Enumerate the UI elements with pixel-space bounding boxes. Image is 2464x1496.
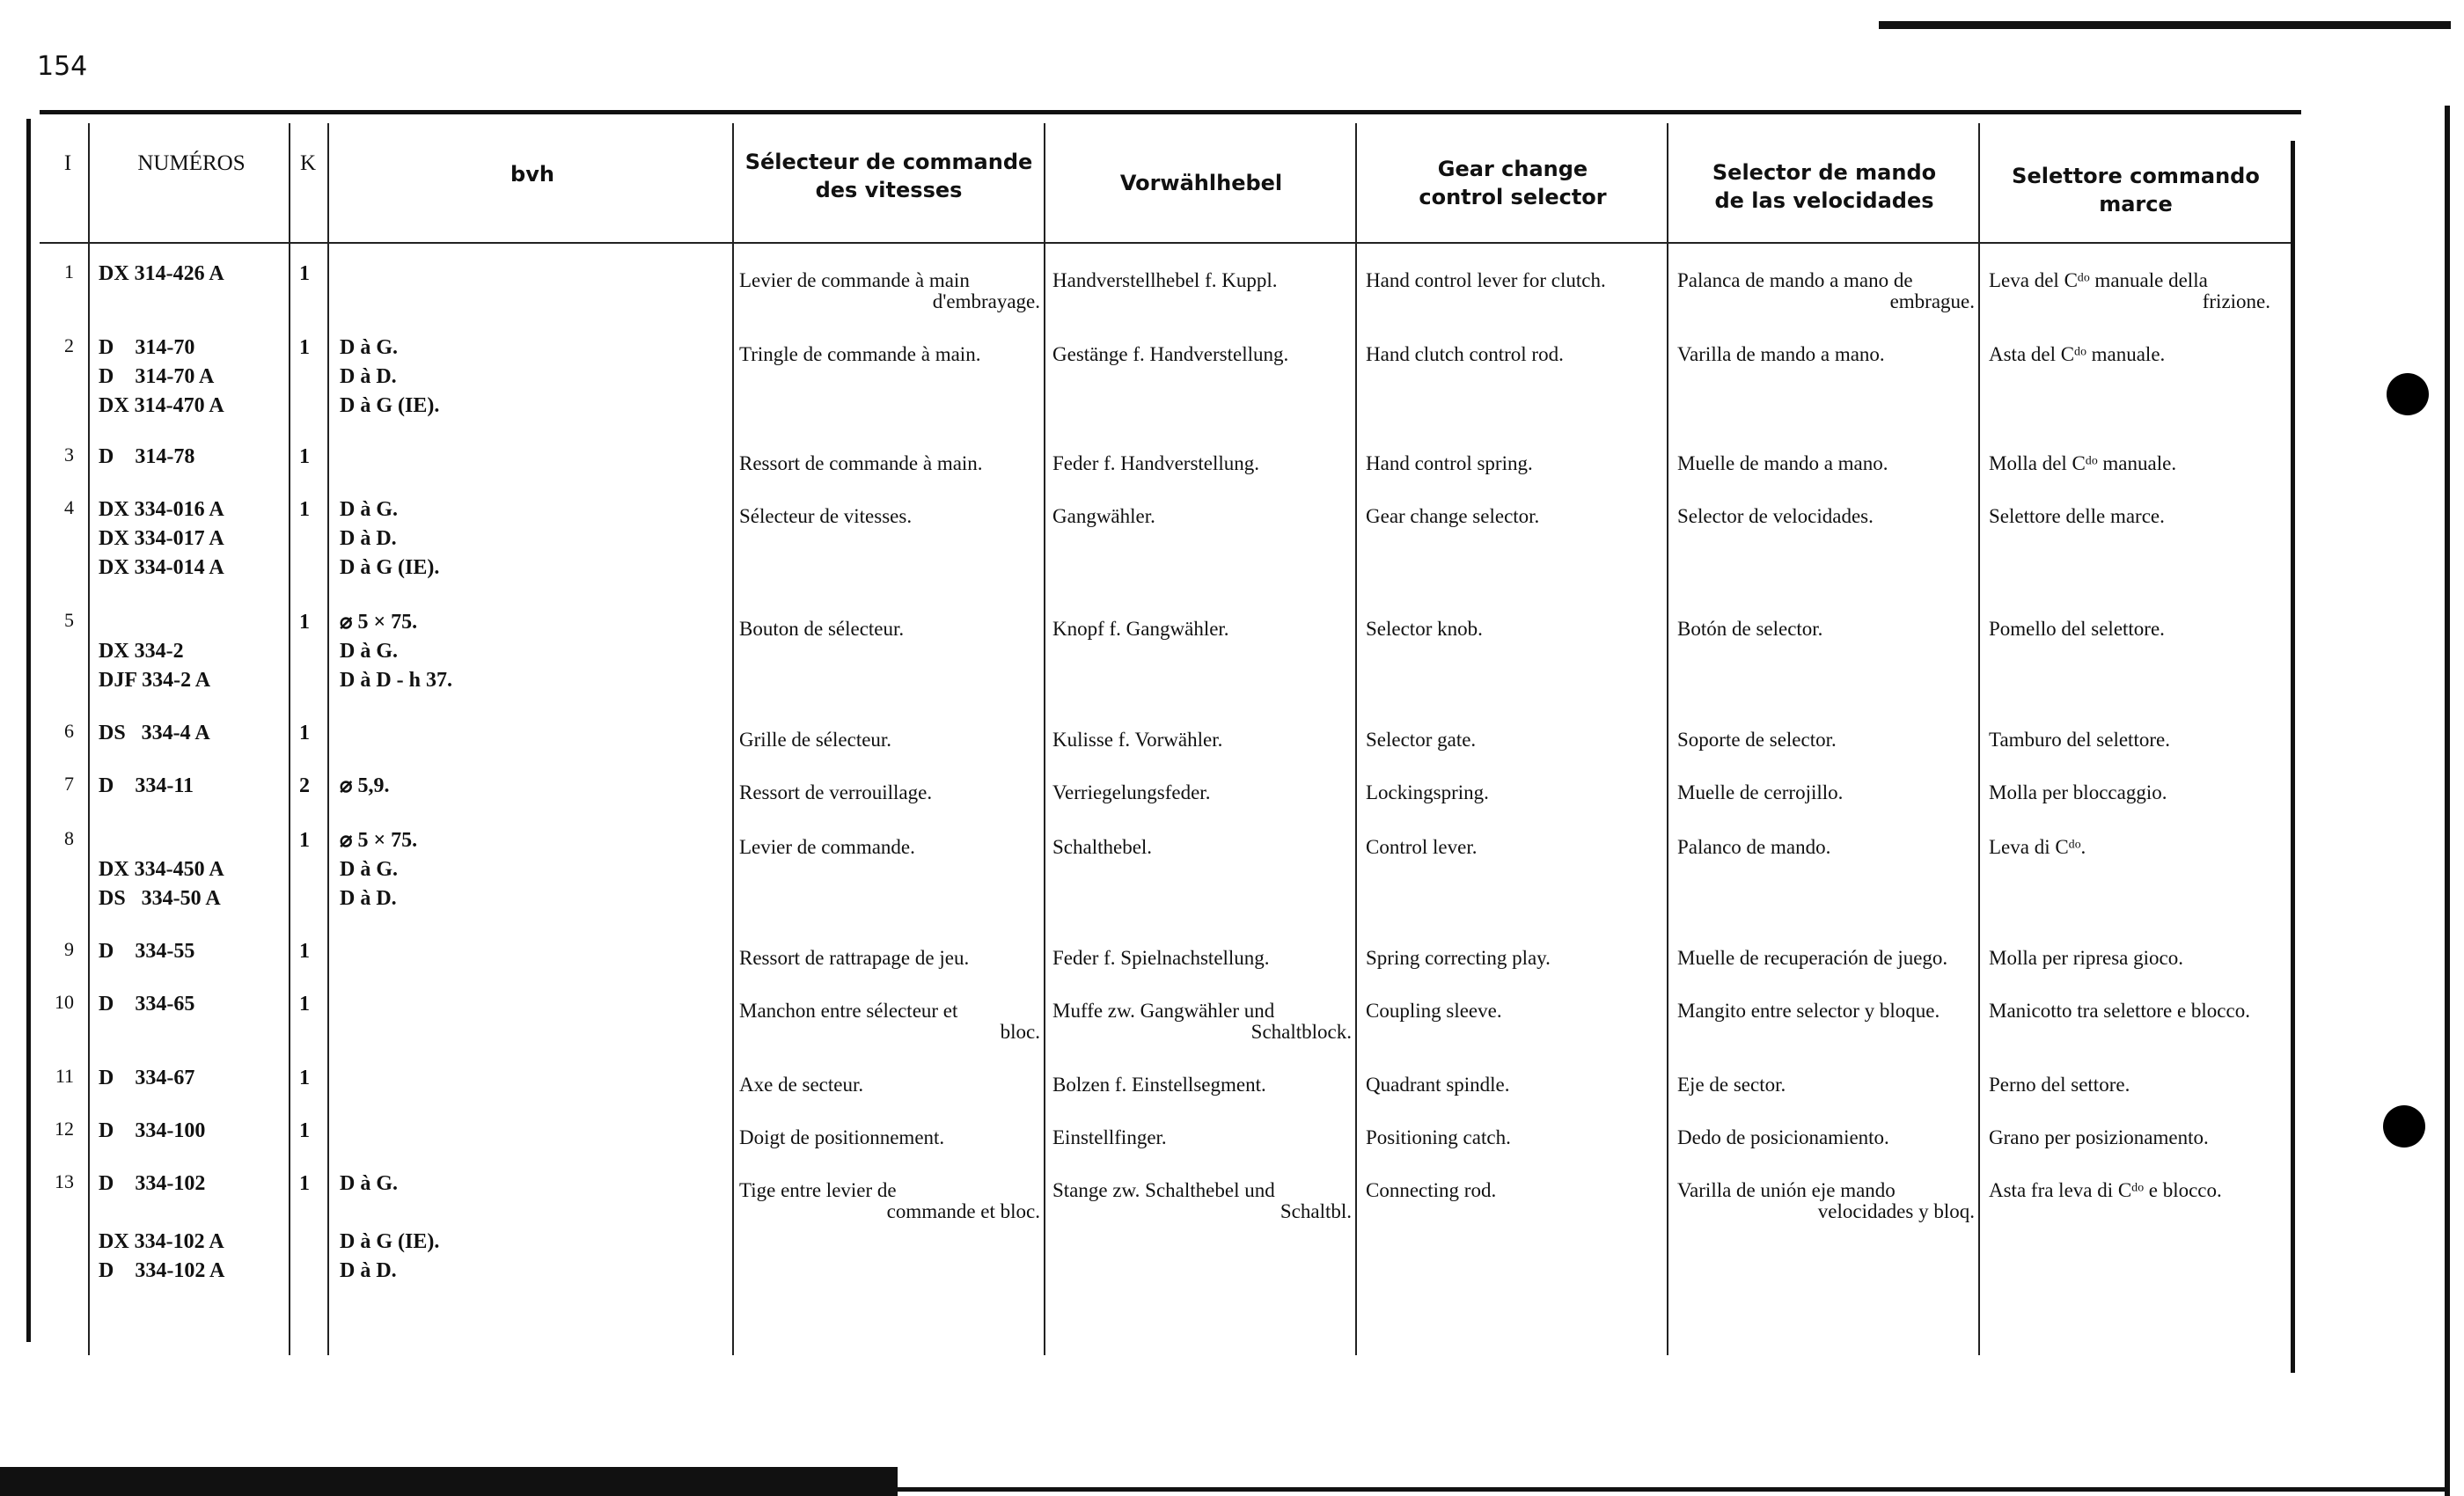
description-de: Gangwähler. — [1052, 505, 1155, 527]
description-es: Eje de sector. — [1677, 1074, 1786, 1096]
header-bvh: bvh — [510, 162, 554, 187]
row-index: 7 — [64, 773, 74, 795]
quantity-k: 1 — [299, 445, 310, 468]
row-index: 8 — [64, 827, 74, 849]
description-en: Gear change selector. — [1366, 505, 1540, 527]
binder-hole-icon — [2383, 1105, 2425, 1148]
part-number: D 334-65 — [99, 993, 195, 1016]
header-line: Selector de mando — [1712, 160, 1937, 185]
part-number: D 334-102 — [99, 1172, 206, 1195]
description-de: Knopf f. Gangwähler. — [1052, 618, 1229, 640]
part-number: DS 334-50 A — [99, 887, 221, 910]
description-fr: Ressort de commande à main. — [739, 452, 983, 474]
header-line: Sélecteur de commande — [744, 150, 1033, 174]
part-number: D 334-100 — [99, 1119, 206, 1142]
bottom-edge-bar — [0, 1467, 898, 1496]
description-es: velocidades y bloq. — [1817, 1200, 1975, 1222]
part-number: D 314-70 — [99, 336, 195, 359]
description-fr: Tige entre levier de — [739, 1179, 897, 1201]
description-fr: d'embrayage. — [932, 290, 1040, 312]
right-edge-bar — [2445, 106, 2450, 1496]
bvh-note: D à D. — [340, 887, 397, 910]
description-es: Varilla de unión eje mando — [1677, 1179, 1896, 1201]
description-de: Gestänge f. Handverstellung. — [1052, 343, 1289, 365]
quantity-k: 1 — [299, 262, 310, 285]
description-it: Molla per ripresa gioco. — [1989, 947, 2183, 969]
description-fr: Levier de commande à main — [739, 269, 970, 291]
table-left-border — [26, 119, 31, 1342]
description-it: Leva di Cᵈᵒ. — [1989, 836, 2086, 858]
description-it: Molla per bloccaggio. — [1989, 781, 2167, 803]
part-number: DX 334-016 A — [99, 498, 224, 521]
quantity-k: 1 — [299, 1172, 310, 1195]
description-en: Control lever. — [1366, 836, 1478, 858]
description-it: Leva del Cᵈᵒ manuale della — [1989, 269, 2208, 291]
description-es: Palanca de mando a mano de — [1677, 269, 1913, 291]
page-number: 154 — [37, 51, 88, 82]
description-de: Verriegelungsfeder. — [1052, 781, 1211, 803]
top-rule — [1879, 21, 2451, 29]
header-spanish — [1672, 158, 1976, 215]
binder-hole-icon — [2387, 373, 2429, 415]
column-divider — [1978, 123, 1980, 1355]
header-line: marce — [2099, 192, 2173, 216]
description-de: Kulisse f. Vorwähler. — [1052, 729, 1223, 751]
header-line: Selettore commando — [2012, 164, 2260, 188]
quantity-k: 1 — [299, 993, 310, 1016]
description-fr: commande et bloc. — [886, 1200, 1040, 1222]
description-es: Muelle de mando a mano. — [1677, 452, 1888, 474]
row-index: 6 — [64, 720, 74, 742]
description-de: Schaltblock. — [1250, 1021, 1352, 1043]
description-es: Muelle de cerrojillo. — [1677, 781, 1844, 803]
header-english — [1360, 155, 1665, 211]
bvh-note: D à D. — [340, 1259, 397, 1282]
quantity-k: 2 — [299, 774, 310, 797]
row-index: 11 — [55, 1065, 74, 1087]
description-fr: Axe de secteur. — [739, 1074, 864, 1096]
description-de: Muffe zw. Gangwähler und — [1052, 1000, 1275, 1022]
bvh-note: ⌀ 5 × 75. — [340, 829, 418, 852]
bvh-note: D à G (IE). — [340, 1230, 440, 1253]
description-it: Perno del settore. — [1989, 1074, 2130, 1096]
description-fr: Sélecteur de vitesses. — [739, 505, 913, 527]
row-index: 9 — [64, 938, 74, 960]
description-es: Dedo de posicionamiento. — [1677, 1126, 1889, 1148]
header-italian — [1984, 162, 2288, 218]
bvh-note: D à G. — [340, 858, 398, 881]
part-number: DX 334-2 — [99, 640, 184, 663]
description-it: Molla del Cᵈᵒ manuale. — [1989, 452, 2177, 474]
quantity-k: 1 — [299, 1067, 310, 1089]
row-index: 1 — [64, 260, 74, 282]
description-fr: Grille de sélecteur. — [739, 729, 892, 751]
description-it: Pomello del selettore. — [1989, 618, 2165, 640]
bvh-note: D à D. — [340, 365, 397, 388]
description-fr: Ressort de rattrapage de jeu. — [739, 947, 970, 969]
description-es: Soporte de selector. — [1677, 729, 1837, 751]
description-fr: Tringle de commande à main. — [739, 343, 981, 365]
quantity-k: 1 — [299, 940, 310, 963]
bvh-note: ⌀ 5,9. — [340, 774, 390, 797]
bvh-note: D à D. — [340, 527, 397, 550]
part-number: DX 334-017 A — [99, 527, 224, 550]
header-line: Gear change — [1437, 157, 1588, 181]
bvh-note: D à G. — [340, 640, 398, 663]
quantity-k: 1 — [299, 829, 310, 852]
description-de: Schaltbl. — [1280, 1200, 1352, 1222]
row-index: 13 — [55, 1170, 74, 1192]
description-de: Feder f. Handverstellung. — [1052, 452, 1260, 474]
description-it: Asta fra leva di Cᵈᵒ e blocco. — [1989, 1179, 2222, 1201]
bvh-note: D à G (IE). — [340, 556, 440, 579]
quantity-k: 1 — [299, 498, 310, 521]
description-en: Hand control spring. — [1366, 452, 1533, 474]
description-de: Handverstellhebel f. Kuppl. — [1052, 269, 1278, 291]
description-es: Muelle de recuperación de juego. — [1677, 947, 1948, 969]
bvh-note: D à G (IE). — [340, 394, 440, 417]
description-en: Hand control lever for clutch. — [1366, 269, 1606, 291]
description-it: Grano per posizionamento. — [1989, 1126, 2209, 1148]
part-number: D 314-70 A — [99, 365, 215, 388]
header-line: Vorwählhebel — [1119, 171, 1283, 195]
description-en: Hand clutch control rod. — [1366, 343, 1564, 365]
description-es: Varilla de mando a mano. — [1677, 343, 1885, 365]
description-es: Selector de velocidades. — [1677, 505, 1874, 527]
description-en: Selector knob. — [1366, 618, 1483, 640]
part-number: DJF 334-2 A — [99, 669, 211, 692]
column-divider — [88, 123, 90, 1355]
column-divider — [1667, 123, 1668, 1355]
description-de: Bolzen f. Einstellsegment. — [1052, 1074, 1266, 1096]
description-it: Tamburo del selettore. — [1989, 729, 2170, 751]
description-it: frizione. — [2202, 290, 2270, 312]
bvh-note: D à G. — [340, 1172, 398, 1195]
row-index: 5 — [64, 609, 74, 631]
quantity-k: 1 — [299, 611, 310, 634]
column-divider — [327, 123, 329, 1355]
row-index: 2 — [64, 334, 74, 356]
header-index: I — [63, 151, 72, 175]
description-fr: Bouton de sélecteur. — [739, 618, 905, 640]
header-numeros: NUMÉROS — [137, 151, 246, 175]
row-index: 3 — [64, 444, 74, 466]
description-fr: Ressort de verrouillage. — [739, 781, 933, 803]
description-fr: Levier de commande. — [739, 836, 915, 858]
row-index: 4 — [64, 496, 74, 518]
description-fr: bloc. — [1000, 1021, 1040, 1043]
bvh-note: D à G. — [340, 336, 398, 359]
description-en: Coupling sleeve. — [1366, 1000, 1502, 1022]
header-french — [739, 148, 1038, 204]
description-en: Spring correcting play. — [1366, 947, 1551, 969]
part-number: DX 334-102 A — [99, 1230, 224, 1253]
bvh-note: ⌀ 5 × 75. — [340, 611, 418, 634]
description-de: Feder f. Spielnachstellung. — [1052, 947, 1270, 969]
description-it: Manicotto tra selettore e blocco. — [1989, 1000, 2250, 1022]
description-es: Palanco de mando. — [1677, 836, 1831, 858]
description-de: Einstellfinger. — [1052, 1126, 1167, 1148]
quantity-k: 1 — [299, 722, 310, 744]
description-de: Schalthebel. — [1052, 836, 1153, 858]
header-line: des vitesses — [815, 178, 963, 202]
description-it: Selettore delle marce. — [1989, 505, 2165, 527]
header-line: de las velocidades — [1714, 188, 1934, 213]
column-divider — [1044, 123, 1045, 1355]
column-divider — [1355, 123, 1357, 1355]
bvh-note: D à D - h 37. — [340, 669, 453, 692]
header-line: control selector — [1419, 185, 1607, 209]
description-en: Lockingspring. — [1366, 781, 1489, 803]
bvh-note: D à G. — [340, 498, 398, 521]
header-divider — [40, 242, 2292, 244]
bottom-edge-line — [898, 1487, 2446, 1492]
table-top-rule — [40, 110, 2301, 114]
header-german — [1049, 169, 1353, 197]
description-es: Mangito entre selector y bloque. — [1677, 1000, 1940, 1022]
row-index: 12 — [55, 1118, 74, 1140]
part-number: DX 334-450 A — [99, 858, 224, 881]
description-it: Asta del Cᵈᵒ manuale. — [1989, 343, 2166, 365]
part-number: DS 334-4 A — [99, 722, 210, 744]
description-es: Botón de selector. — [1677, 618, 1823, 640]
quantity-k: 1 — [299, 1119, 310, 1142]
header-k: K — [299, 151, 317, 175]
description-en: Quadrant spindle. — [1366, 1074, 1510, 1096]
row-index: 10 — [55, 991, 74, 1013]
part-number: D 334-55 — [99, 940, 195, 963]
description-es: embrague. — [1889, 290, 1975, 312]
column-divider — [732, 123, 734, 1355]
description-de: Stange zw. Schalthebel und — [1052, 1179, 1275, 1201]
part-number: D 334-102 A — [99, 1259, 225, 1282]
part-number: DX 314-426 A — [99, 262, 224, 285]
description-en: Connecting rod. — [1366, 1179, 1497, 1201]
description-en: Positioning catch. — [1366, 1126, 1511, 1148]
description-en: Selector gate. — [1366, 729, 1477, 751]
part-number: D 334-67 — [99, 1067, 195, 1089]
quantity-k: 1 — [299, 336, 310, 359]
table-right-border — [2291, 141, 2295, 1373]
description-fr: Doigt de positionnement. — [739, 1126, 945, 1148]
part-number: D 314-78 — [99, 445, 195, 468]
part-number: DX 314-470 A — [99, 394, 224, 417]
description-fr: Manchon entre sélecteur et — [739, 1000, 958, 1022]
part-number: D 334-11 — [99, 774, 194, 797]
part-number: DX 334-014 A — [99, 556, 224, 579]
